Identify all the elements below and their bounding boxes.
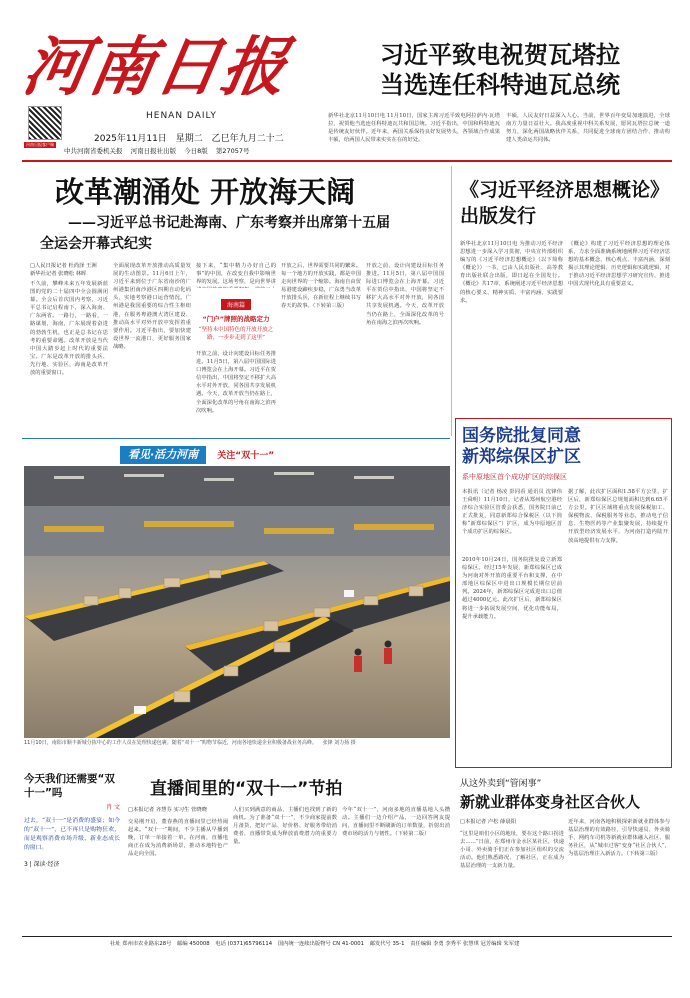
photo-illustration (24, 466, 450, 738)
book-col-1: 新华社北京11月10日电 为推动习近平经济思想进一步深入学习贯彻，中央宣传部组织编写的《习近平经济思想概论》（以下简称《概论》）一书，已由人民出版社、高等教育出版社联合出版，即日起在全国发行。《概论》共17章，系统阐述习近平经济思想的核心要义、精神实质、丰富内涵、实践要求。 (460, 241, 563, 304)
lead-col-3b: 开放之前，设计向建设目标任务推进。11月5日，第八届中国国际进口博览会在上海开幕。习近平在贺信中指出，中国将坚定不移扩大高水平对外开放，同各国共享发展机遇。今天，改革开放当仍在路上，全面深化改革的号角在南海之滨再次吹响。 (196, 351, 276, 414)
banner-brand: 看见·活力河南 (120, 446, 206, 464)
top-headline-line1: 习近平致电祝贺瓦塔拉 (380, 41, 620, 69)
live-col-2: 人们买到满意的商品，主播们也找到了新的商机。为了准备“双十一”，不少商家提前数月备货，把好产品、好价格、好服务带给消费者，直播带货成为释放消费潜力的重要力量。 (233, 807, 337, 846)
commentary-box (24, 772, 120, 932)
lead-col-5: 开放之前，设计向建设目标任务推进。11月5日，第八届中国国际进口博览会在上海开幕。习近平在贺信中指出，中国将坚定不移扩大高水平对外开放，同各国共享发展机遇。今天，改革开放当仍在路上，全面深化改革的号角在南海之滨再次吹响。 (366, 263, 444, 326)
sidebar-tag: 海南篇 (221, 299, 251, 310)
top-story-body-right: 丰硕，人民友好日益深入人心。当前，世界百年变局加速演进，全球南方力量日益壮大。我高度重视中科关系发展，愿同瓦塔拉总统一道努力，深化两国战略伙伴关系，共同促进全球南方团结合作，推动构建人类命运共同体。 (506, 113, 670, 144)
lead-sidebar (196, 292, 276, 348)
photo-credit: 张锋 刘力扬 摄 (322, 740, 356, 746)
commentary-jump: 3 | 深读·经济 (24, 861, 60, 868)
lead-col-4: 开放之后，世界需要共同的繁荣。每一个地方的开放实践，都是中国走向世界的一个缩影。海南自由贸易港建设蹄疾步稳，广东勇当改革开放排头兵，在新征程上继续书写春天的故事。（下转第三版） (281, 263, 361, 310)
seal-caption: 河南日报客户端 (26, 142, 54, 147)
footer-cn: 国内统一连续出版物号 CN 41-0001 (277, 941, 364, 947)
feature-headline-1: 国务院批复同意 (462, 426, 581, 446)
sidebar-title: “门户”牌照的战略定力 (202, 315, 270, 323)
footer (110, 940, 670, 948)
book-col-2: 《概论》构建了习近平经济思想的理论体系，力求全面准确系统地阐释习近平经济思想的基本概念、核心观点、丰富内涵，深刻揭示其理论逻辑、历史逻辑和实践逻辑，对于推动习近平经济思想学习研究宣传、推进中国式现代化具有重要意义。 (568, 241, 670, 288)
footer-rule (22, 936, 672, 937)
commentary-title: 今天我们还需要“双十一”吗 (24, 773, 115, 799)
book-headline-1: 《习近平经济思想概论》 (460, 179, 670, 201)
lead-headline: 改革潮涌处 开放海天阔 (55, 175, 356, 209)
top-headline (380, 40, 670, 100)
column-divider (451, 166, 452, 436)
lead-col-2: 全面展现改革开放推动高质量发展的生动图景。11月6日上午，习近平来到位于广东省南沙的广州港集团南沙港区四期自动化码头，实地考察港口运营情况。广州港是我国重要的综合性主枢纽港，在服务粤港澳大湾区建设、推动高水平对外开放中发挥着重要作用。习近平指出，要加快建设世界一流港口，更好服务国家战略。 (113, 263, 191, 350)
masthead-rule (22, 160, 672, 162)
feature-deck: 系中原地区首个成功扩区的综保区 (462, 473, 567, 481)
issue-date: 2025年11月11日 (94, 134, 167, 144)
publish-line (64, 146, 250, 155)
lead-byline (30, 262, 108, 278)
commentary-author: 肖 文 (106, 804, 120, 811)
footer-address: 社址 郑州市农业路东28号 (110, 941, 172, 947)
masthead (17, 28, 324, 158)
book-headline-2: 出版发行 (460, 205, 537, 227)
publisher: 中共河南省委机关报 (64, 147, 123, 155)
feature-byline: 本报讯（记者 杨凌 彭同看 通讯员 沈锋伟 王舜明）11月10日，记者从郑州航空港经济综合实验区管委会获悉，国务院日前已正式批复，同意新郑综合保税区（以下简称“新郑综保区”）扩区，成为中原地区首个成功扩区的综保区。 (462, 489, 562, 536)
top-story-body-left: 新华社北京11月10日电 11月10日，国家主席习近平致电阿拉萨内·瓦塔拉，祝贺他当选连任科特迪瓦共和国总统。习近平指出，中国和科特迪瓦是传统友好伙伴。近年来，两国关系保持良好发展势头，各领域合作成果丰硕，给两国人民带来实实在在的好处。 (328, 113, 500, 144)
feature-headline-2: 新郑综保区扩区 (462, 447, 581, 467)
lead-subhead: ——习近平总书记赴海南、广东考察并出席第十五届 (68, 215, 390, 231)
lead-byline-2: 新华社记者 张晓松 林晖 (30, 271, 87, 277)
top-headline-line2: 当选连任科特迪瓦总统 (380, 71, 620, 99)
feature-col-1: 2010年10月24日，国务院批复设立新郑综保区。经过15年发展，新郑综保区已成为河南对外开放的重要平台和支撑，在中部地区综保区中进出口规模长期位居前列。2024年，新郑综保区完成进出口总值超过4000亿元。此次扩区后，新郑综保区将进一步拓展发展空间，优化功能布局，提升承载能力。 (462, 557, 562, 620)
community-col-1: “这里是咱们小区的地址，要在这个路口拐进去……”日前，在郑州市金水区某社区，快递小哥、外卖骑手们正在参加社区组织的交流活动。他们熟悉路况、了解社区，正在成为基层治理的一支新力量。 (460, 831, 564, 870)
photo-caption (24, 740, 450, 747)
live-byline: □本报记者 齐慧芬 实习生 菅晓晓 (128, 807, 207, 813)
issue-number: 第27057号 (215, 147, 250, 155)
weekday: 星期二 (175, 134, 203, 144)
photo-top-rule (22, 438, 450, 439)
masthead-title: 河南日报 (17, 30, 295, 105)
commentary-teaser: 过去，“双十一”是消费的盛宴；如今的“双十一”，已不再只是购物狂欢，而是观察消费市场升级、新业态成长的窗口。 (24, 818, 120, 851)
footer-zip: 邮编 450008 (177, 941, 210, 947)
community-byline: □本报记者 卢松 薛晨阳 (460, 819, 517, 825)
lead-subhead-2: 全运会开幕式纪实 (40, 236, 152, 252)
footer-code: 邮发代号 35-1 (369, 941, 405, 947)
feature-col-2: 据了解，此次扩区面积1.58平方公里，扩区后，新郑综保区总规划面积达到6.65平方公里。扩区区域将重点发展保税加工、保税物流、保税服务等业态，推动电子信息、生物医药等产业集聚发展，持续提升开放型经济发展水平，为河南打造内陆开放高地提供有力支撑。 (568, 489, 668, 544)
footer-editors: 责任编辑 李勇 李秀平 张慧琪 冠芳编辑 朱军建 (410, 941, 520, 947)
masthead-seal (28, 106, 62, 140)
live-headline: 直播间里的“双十一”节拍 (150, 779, 343, 799)
footer-phone: 电话 (0371)65796114 (215, 941, 273, 947)
live-col-3: 今年“双十一”，河南多地的直播基地人头攒动。主播们一边介绍产品，一边回答网友提问，直播间里不断刷新的订单数量，折射出消费市场的活力与韧性。（下转第二版） (342, 807, 450, 838)
photo-banner (120, 443, 450, 463)
lunar-date: 乙巳年九月二十二 (211, 134, 284, 144)
community-subhead: 从这外卖到“管闲事” (460, 779, 542, 789)
masthead-english: HENAN DAILY (146, 111, 217, 121)
lead-byline-1: □人民日报记者 杜尚泽 王洲 (30, 263, 97, 269)
sidebar-quote: “坚持未中国特色的开放开放之路，一步步走到了这里” (198, 327, 274, 341)
community-headline: 新就业群体变身社区合伙人 (460, 793, 641, 811)
caption-text: 11月10日，南阳市顺丰新城分拣中心的工作人员在处理快递包裹。随着“双十一”购物节临近，河南各地快递企业积极备战业务高峰。 (24, 740, 317, 746)
lead-col-3: 接下来，“集中精力办好自己的事”的中国，在改变自我中影响世界的发展。这场考察，是向世界讲 (196, 263, 276, 286)
page-count: 今日8版 (184, 147, 208, 155)
banner-sub: 关注“双十一” (217, 451, 275, 461)
sorting-center-photo (24, 466, 450, 738)
live-col-1: 交易刚开启，董春燕的直播间里已经热闹起来。“双十一”期间，不少主播从早播到晚，订单一单接着一单。在河南，直播电商正在成为消费新场景，推动本地特色产品走向全国。 (128, 819, 228, 858)
lead-col-1: 不久前，攀峰未来五年发展新蓝图的党的二十届四中全会圆满闭幕。全会后首次国内考察，习近平总书记启程南下，深入海南、广东两省。一路行，一路看，一路谋划，海南、广东展现着奋进的勃勃生机，也正是总书记在思考的重要命题。改革开放是当代中国大踏步赶上时代的重要法宝。广东是改革开放的排头兵、先行地、实验区，海南是改革开放的重要窗口。 (30, 281, 108, 377)
community-col-2: 近年来，河南各地积极探索新就业群体参与基层治理的有效路径，引导快递员、外卖骑手、网约车司机等新就业群体融入社区、服务社区，从“城市过客”变身“社区合伙人”，为基层治理注入新活力。（下转第三版） (568, 819, 670, 858)
date-line (94, 131, 284, 144)
issuer: 河南日报社出版 (130, 147, 177, 155)
